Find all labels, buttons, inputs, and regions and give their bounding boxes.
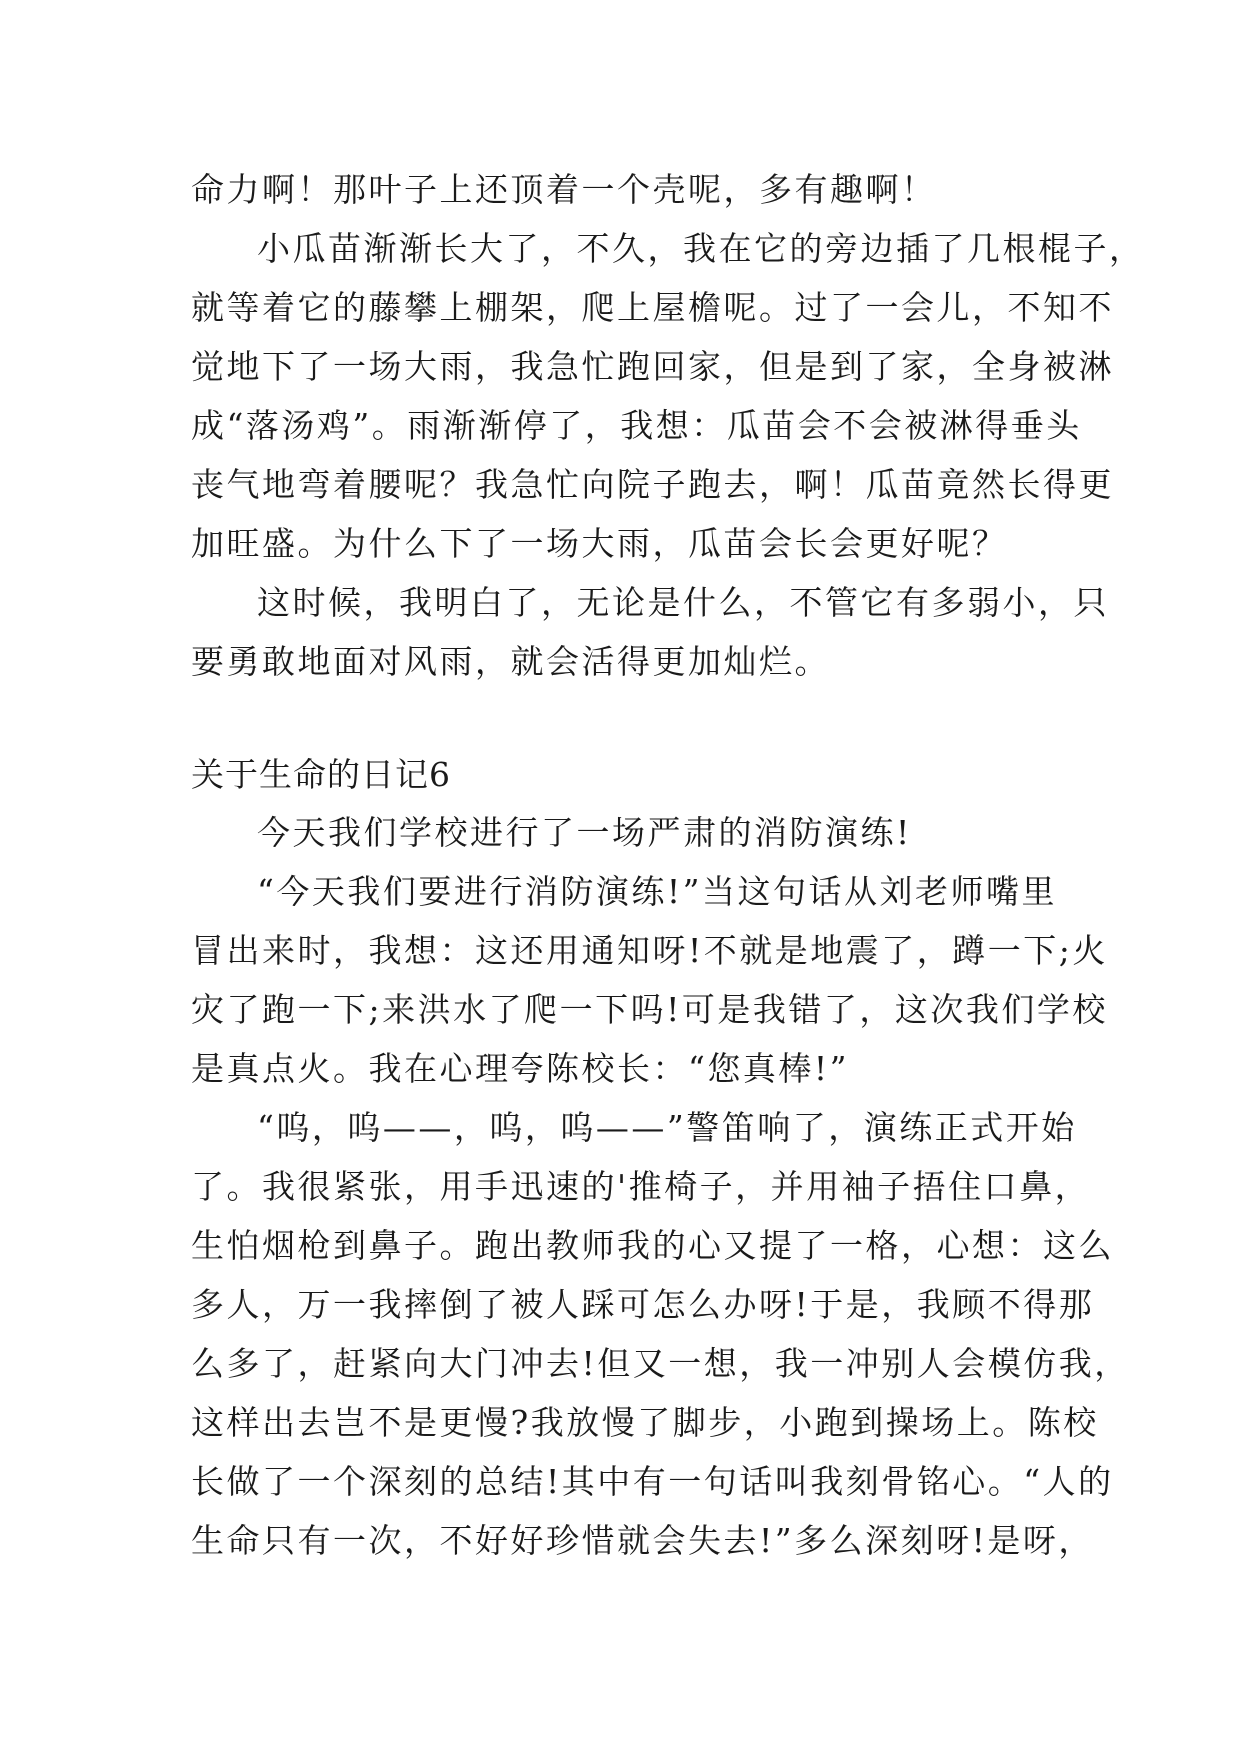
paragraph-line: 今天我们学校进行了一场严肃的消防演练!: [257, 813, 912, 852]
paragraph-line: 就等着它的藤攀上棚架，爬上屋檐呢。过了一会儿，不知不: [191, 288, 1114, 327]
paragraph-line: 这样出去岂不是更慢?我放慢了脚步，小跑到操场上。陈校: [191, 1403, 1099, 1442]
paragraph-line: 小瓜苗渐渐长大了，不久，我在它的旁边插了几根棍子，: [257, 229, 1145, 268]
paragraph-line: 命力啊！那叶子上还顶着一个壳呢，多有趣啊！: [191, 170, 937, 209]
paragraph-line: “今天我们要进行消防演练!”当这句话从刘老师嘴里: [257, 872, 1058, 911]
paragraph-line: 冒出来时，我想：这还用通知呀!不就是地震了，蹲一下;火: [191, 931, 1108, 970]
paragraph-line: 生怕烟枪到鼻子。跑出教师我的心又提了一格，心想：这么: [191, 1226, 1114, 1265]
paragraph-line: 生命只有一次，不好好珍惜就会失去!”多么深刻呀!是呀，: [191, 1521, 1094, 1560]
paragraph-line: 么多了，赶紧向大门冲去!但又一想，我一冲别人会模仿我，: [191, 1344, 1130, 1383]
section-heading: 关于生命的日记6: [191, 755, 451, 794]
paragraph-line: 灾了跑一下;来洪水了爬一下吗!可是我错了，这次我们学校: [191, 990, 1108, 1029]
paragraph-line: 加旺盛。为什么下了一场大雨，瓜苗会长会更好呢？: [191, 524, 1008, 563]
paragraph-line: 丧气地弯着腰呢？我急忙向院子跑去，啊！瓜苗竟然长得更: [191, 465, 1114, 504]
paragraph-line: 要勇敢地面对风雨，就会活得更加灿烂。: [191, 642, 830, 681]
paragraph-line: 长做了一个深刻的总结!其中有一句话叫我刻骨铭心。“人的: [191, 1462, 1114, 1501]
paragraph-line: “呜，呜——，呜，呜——”警笛响了，演练正式开始: [257, 1108, 1077, 1147]
paragraph-line: 多人，万一我摔倒了被人踩可怎么办呀!于是，我顾不得那: [191, 1285, 1095, 1324]
paragraph-line: 成“落汤鸡”。雨渐渐停了，我想：瓜苗会不会被淋得垂头: [191, 406, 1082, 445]
paragraph-line: 了。我很紧张，用手迅速的'推椅子，并用袖子捂住口鼻，: [191, 1167, 1091, 1206]
paragraph-line: 觉地下了一场大雨，我急忙跑回家，但是到了家，全身被淋: [191, 347, 1114, 386]
paragraph-line: 这时候，我明白了，无论是什么，不管它有多弱小，只: [257, 583, 1109, 622]
paragraph-line: 是真点火。我在心理夸陈校长：“您真棒!”: [191, 1049, 850, 1088]
